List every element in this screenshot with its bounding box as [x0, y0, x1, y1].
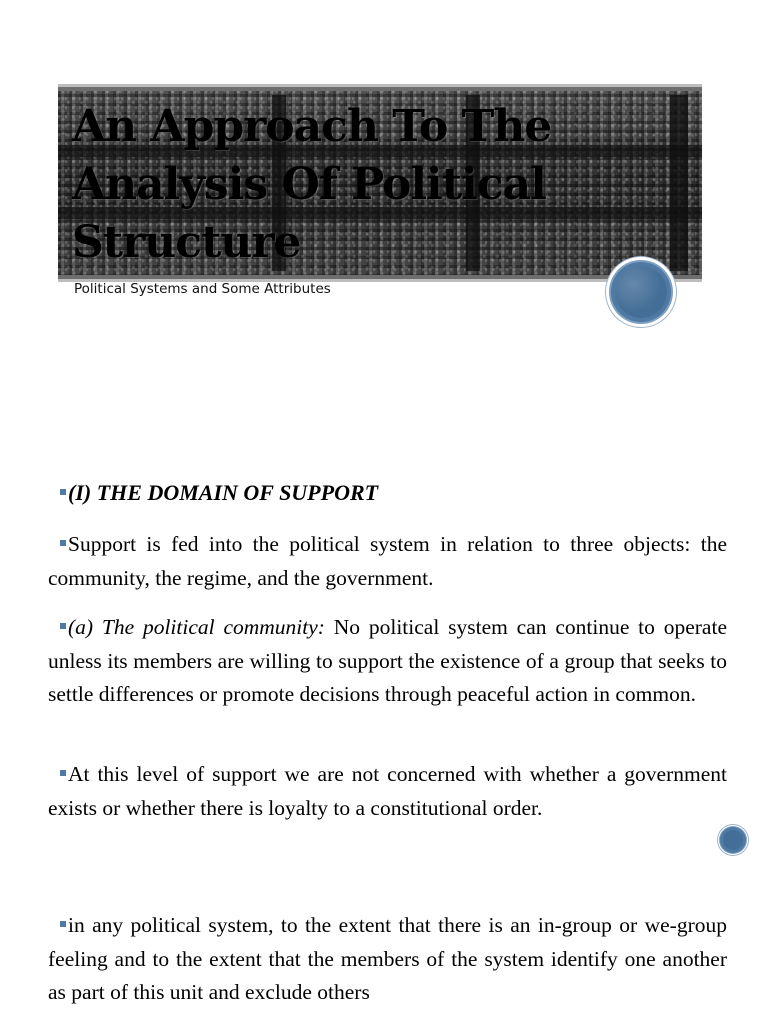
paragraph-text: in any political system, to the extent that there is an in-group or we-group feeling and to the extent that the members of the system identify one another as part of this unit and exclude others — [48, 913, 727, 1004]
paragraph-text: No political system can continue to operate unless its members are willing to support the existence of a group that seeks to settle differences or promote decisions through peaceful action in common. — [48, 615, 727, 706]
paragraph — [48, 528, 727, 595]
paragraph — [48, 758, 727, 825]
blue-circle-icon — [718, 825, 748, 855]
section-heading-text: (I) THE DOMAIN OF SUPPORT — [68, 480, 379, 505]
section-heading — [60, 476, 378, 509]
square-bullet-icon — [60, 540, 66, 546]
paragraph-italic-lead: (a) The political community: — [68, 615, 325, 639]
square-bullet-icon — [60, 489, 66, 495]
blue-circle-icon — [606, 257, 676, 327]
paragraph-text: Support is fed into the political system in relation to three objects: the community, the regime, and the government. — [48, 532, 727, 590]
square-bullet-icon — [60, 770, 66, 776]
paragraph — [48, 611, 727, 712]
paragraph — [48, 909, 727, 1010]
square-bullet-icon — [60, 623, 66, 629]
square-bullet-icon — [60, 921, 66, 927]
slide-title: An Approach To The Analysis Of Political Structure — [72, 101, 552, 268]
paragraph-text: At this level of support we are not concerned with whether a government exists or whether there is loyalty to a constitutional order. — [48, 762, 727, 820]
slide-subtitle: Political Systems and Some Attributes — [74, 281, 331, 297]
